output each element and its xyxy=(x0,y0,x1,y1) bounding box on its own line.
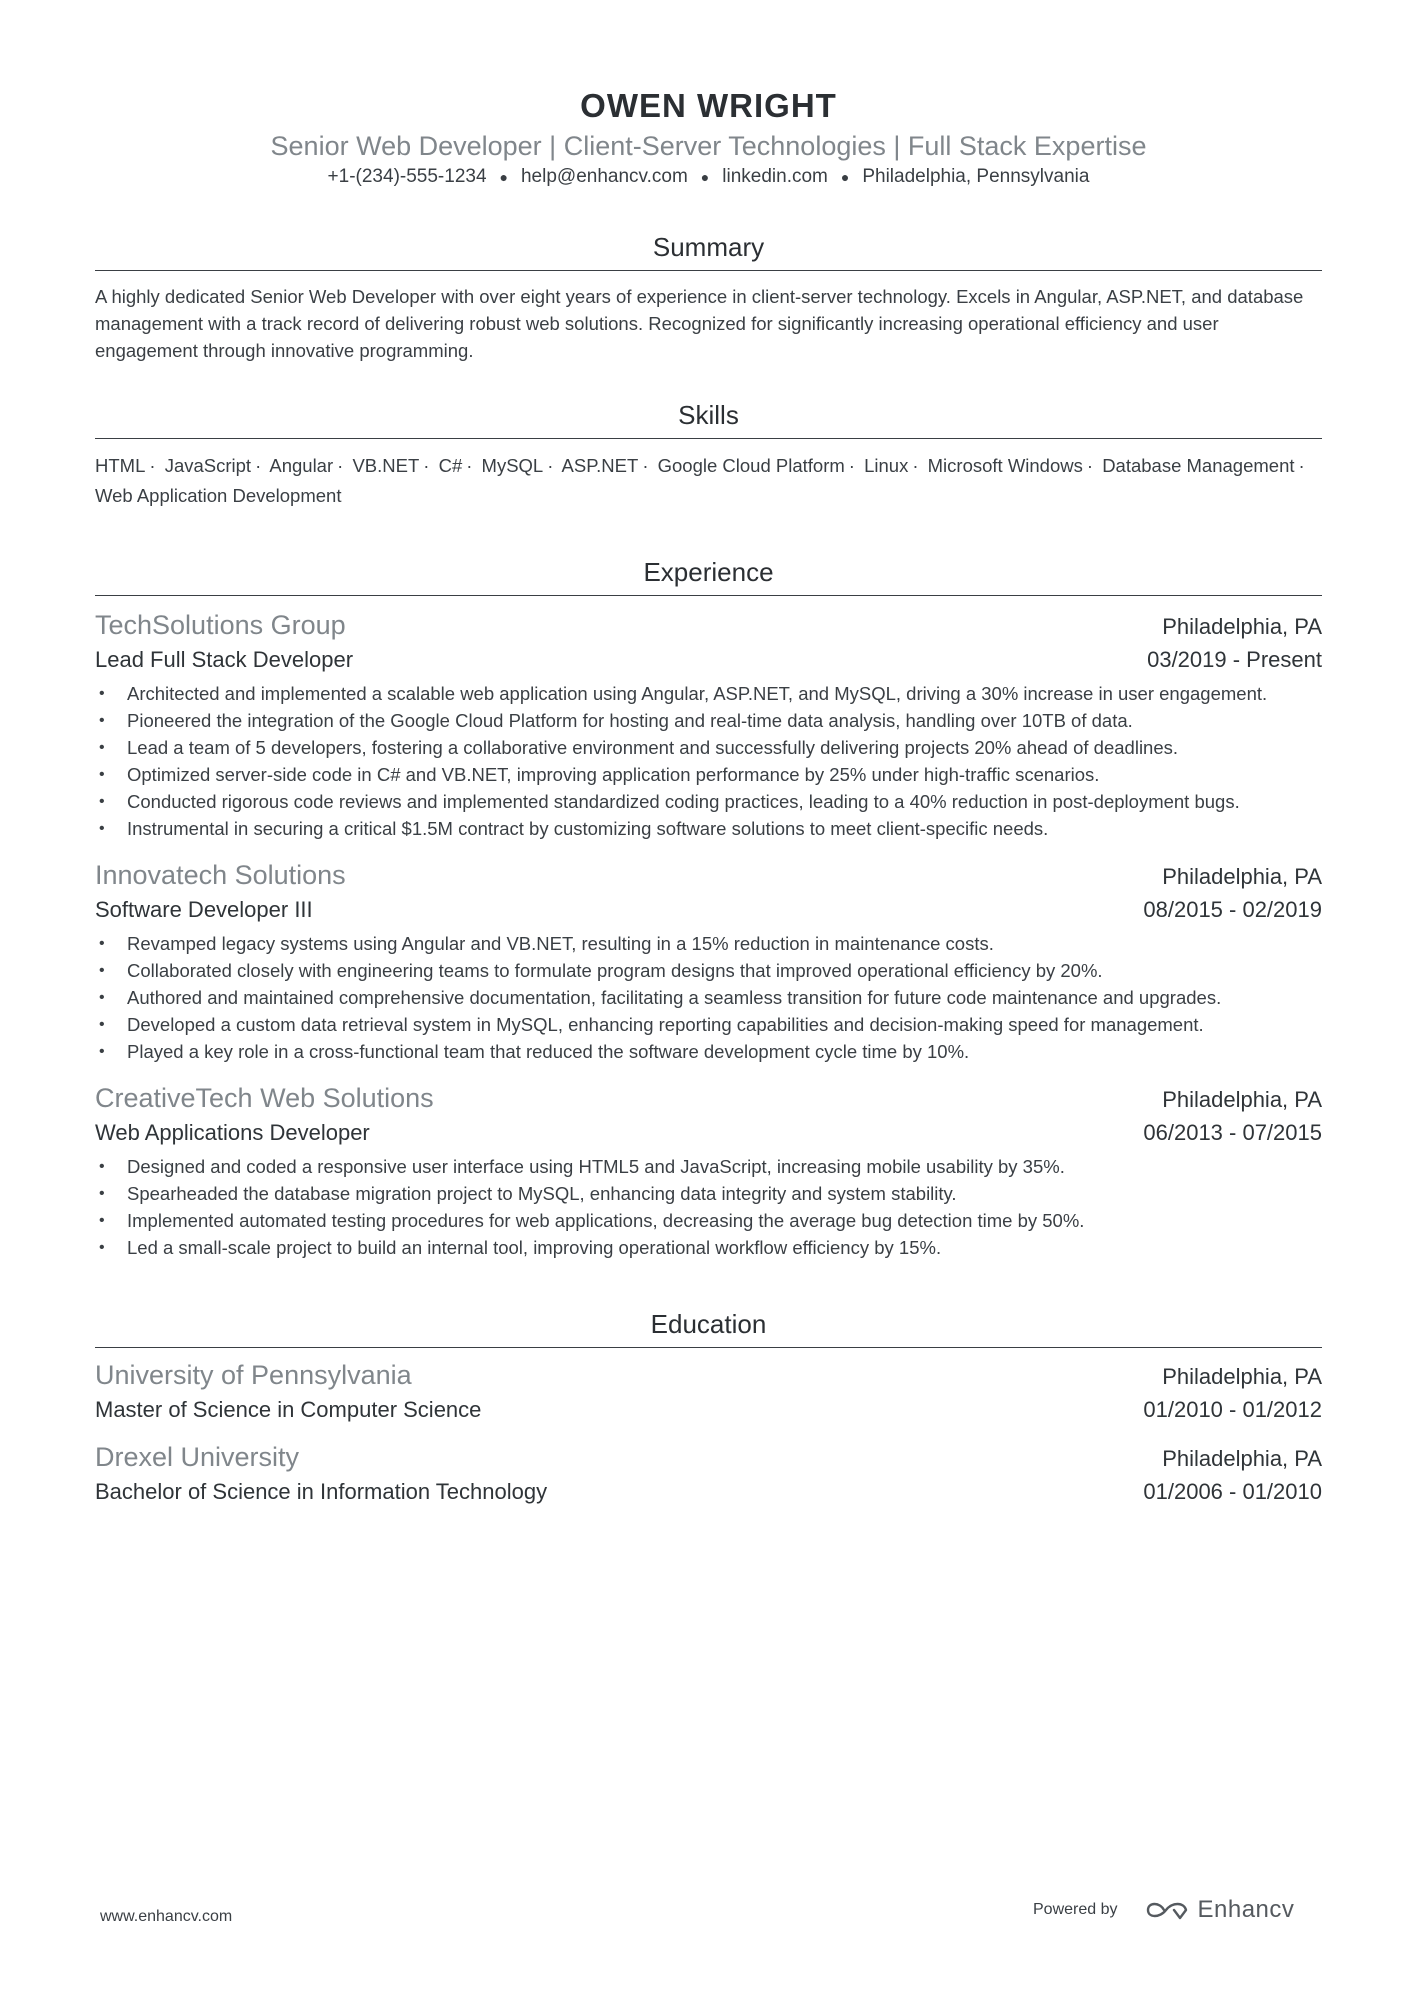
education-header-row xyxy=(95,1358,1322,1394)
bullet-separator: ● xyxy=(700,169,710,185)
skill-item: Web Application Development xyxy=(95,485,342,507)
job-entry xyxy=(95,858,1322,1065)
contact-linkedin[interactable]: linkedin.com xyxy=(722,166,828,188)
job-title: Lead Full Stack Developer xyxy=(95,647,354,673)
skill-item: Database Management xyxy=(1102,455,1295,477)
skills-section xyxy=(95,398,1322,511)
education-degree-row xyxy=(95,1476,1322,1508)
skill-item: HTML xyxy=(95,455,146,477)
section-title-summary: Summary xyxy=(95,230,1322,271)
school-location: Philadelphia, PA xyxy=(1162,1364,1322,1390)
candidate-headline: Senior Web Developer | Client-Server Technologies | Full Stack Expertise xyxy=(270,131,1147,161)
summary-text: A highly dedicated Senior Web Developer with over eight years of experience in client-server technology. Excels in Angular, ASP.NET, and database management with a track record of delivering robust web solutions. Recognized for significantly increasing operational efficiency and user engagement through innovative programming. xyxy=(95,286,1304,362)
brand-name: Enhancv xyxy=(1197,1896,1295,1923)
skill-item: JavaScript xyxy=(164,455,252,477)
skill-separator: · xyxy=(642,455,649,477)
skill-separator: · xyxy=(547,455,554,477)
education-entry xyxy=(95,1358,1322,1426)
skill-separator: · xyxy=(149,455,156,477)
job-entry xyxy=(95,1081,1322,1261)
job-title: Software Developer III xyxy=(95,897,313,923)
job-bullet: • Architected and implemented a scalable web application using Angular, ASP.NET, and MySQL, driving a 30% increase in user engagement. xyxy=(95,680,1322,707)
job-bullet: • Pioneered the integration of the Google Cloud Platform for hosting and real-time data analysis, handling over 10TB of data. xyxy=(95,707,1322,734)
skill-item: Linux xyxy=(864,455,909,477)
school-name: University of Pennsylvania xyxy=(95,1360,412,1391)
school-name: Drexel University xyxy=(95,1442,300,1473)
job-role-row xyxy=(95,1117,1322,1149)
resume-page xyxy=(95,0,1322,1508)
experience-section xyxy=(95,555,1322,1261)
company-name: TechSolutions Group xyxy=(95,610,346,641)
job-role-row xyxy=(95,644,1322,676)
education-degree-row xyxy=(95,1394,1322,1426)
contact-phone[interactable]: +1-(234)-555-1234 xyxy=(327,166,487,188)
job-dates: 08/2015 - 02/2019 xyxy=(1143,897,1322,923)
section-title-skills: Skills xyxy=(95,398,1322,439)
job-bullets xyxy=(95,1153,1322,1261)
job-bullet: • Authored and maintained comprehensive documentation, facilitating a seamless transition for future code maintenance and upgrades. xyxy=(95,984,1322,1011)
bullet-separator: ● xyxy=(840,169,850,185)
job-bullets xyxy=(95,680,1322,842)
skill-separator: · xyxy=(337,455,344,477)
skills-list xyxy=(95,451,1322,511)
skill-item: VB.NET xyxy=(352,455,420,477)
skill-item: C# xyxy=(438,455,463,477)
footer-branding xyxy=(1033,1896,1294,1924)
job-bullet: • Implemented automated testing procedures for web applications, decreasing the average bug detection time by 50%. xyxy=(95,1207,1322,1234)
job-header-row xyxy=(95,858,1322,894)
job-header-row xyxy=(95,608,1322,644)
bullet-separator: ● xyxy=(499,169,508,185)
job-role-row xyxy=(95,894,1322,926)
job-bullet: • Conducted rigorous code reviews and implemented standardized coding practices, leading to a 40% reduction in post-deployment bugs. xyxy=(95,788,1322,815)
footer-website[interactable]: www.enhancv.com xyxy=(100,1908,233,1925)
section-title-experience: Experience xyxy=(95,555,1322,596)
job-location: Philadelphia, PA xyxy=(1162,864,1322,890)
job-header-row xyxy=(95,1081,1322,1117)
job-location: Philadelphia, PA xyxy=(1162,614,1322,640)
skill-separator: · xyxy=(1086,455,1094,477)
education-section xyxy=(95,1307,1322,1508)
job-bullet: • Led a small-scale project to build an internal tool, improving operational workflow efficiency by 15%. xyxy=(95,1234,1322,1261)
powered-by-label: Powered by xyxy=(1033,1901,1118,1918)
contact-email[interactable]: help@enhancv.com xyxy=(520,166,688,188)
enhancv-logo-icon xyxy=(1144,1897,1190,1923)
job-bullet: • Instrumental in securing a critical $1.5M contract by customizing software solutions to meet client-specific needs. xyxy=(95,815,1322,842)
skill-separator: · xyxy=(912,455,919,477)
contact-line xyxy=(95,164,1322,190)
job-location: Philadelphia, PA xyxy=(1162,1087,1322,1113)
job-bullet: • Spearheaded the database migration project to MySQL, enhancing data integrity and system stability. xyxy=(95,1180,1322,1207)
job-title: Web Applications Developer xyxy=(95,1120,370,1146)
skill-separator: · xyxy=(1298,455,1305,477)
skill-item: Microsoft Windows xyxy=(927,455,1083,477)
job-list xyxy=(95,608,1322,1261)
skill-item: Angular xyxy=(269,455,334,477)
skill-item: Google Cloud Platform xyxy=(657,455,845,477)
degree-name: Bachelor of Science in Information Technology xyxy=(95,1479,548,1505)
job-bullet: • Played a key role in a cross-functional team that reduced the software development cycle time by 10%. xyxy=(95,1038,1322,1065)
degree-name: Master of Science in Computer Science xyxy=(95,1397,482,1423)
education-header-row xyxy=(95,1440,1322,1476)
company-name: Innovatech Solutions xyxy=(95,860,346,891)
skill-item: MySQL xyxy=(481,455,544,477)
skill-separator: · xyxy=(255,455,262,477)
job-dates: 03/2019 - Present xyxy=(1147,647,1322,673)
education-dates: 01/2010 - 01/2012 xyxy=(1143,1397,1322,1423)
contact-location: Philadelphia, Pennsylvania xyxy=(862,166,1090,188)
skill-item: ASP.NET xyxy=(561,455,639,477)
job-bullet: • Developed a custom data retrieval system in MySQL, enhancing reporting capabilities and decision-making speed for management. xyxy=(95,1011,1322,1038)
section-title-education: Education xyxy=(95,1307,1322,1348)
job-bullet: • Collaborated closely with engineering teams to formulate program designs that improved operational efficiency by 20%. xyxy=(95,957,1322,984)
resume-header xyxy=(95,0,1322,190)
job-bullet: • Designed and coded a responsive user interface using HTML5 and JavaScript, increasing mobile usability by 35%. xyxy=(95,1153,1322,1180)
skill-separator: · xyxy=(466,455,473,477)
school-list xyxy=(95,1358,1322,1508)
job-dates: 06/2013 - 07/2015 xyxy=(1143,1120,1322,1146)
brand-logo[interactable] xyxy=(1144,1896,1295,1924)
education-entry xyxy=(95,1440,1322,1508)
job-bullet: • Optimized server-side code in C# and VB.NET, improving application performance by 25% under high-traffic scenarios. xyxy=(95,761,1322,788)
job-entry xyxy=(95,608,1322,842)
summary-section xyxy=(95,230,1322,364)
job-bullet: • Lead a team of 5 developers, fostering a collaborative environment and successfully delivering projects 20% ahead of deadlines. xyxy=(95,734,1322,761)
skill-separator: · xyxy=(848,455,855,477)
school-location: Philadelphia, PA xyxy=(1162,1446,1322,1472)
job-bullet: • Revamped legacy systems using Angular and VB.NET, resulting in a 15% reduction in maintenance costs. xyxy=(95,930,1322,957)
education-dates: 01/2006 - 01/2010 xyxy=(1143,1479,1322,1505)
candidate-name: OWEN WRIGHT xyxy=(580,87,837,124)
job-bullets xyxy=(95,930,1322,1065)
company-name: CreativeTech Web Solutions xyxy=(95,1083,434,1114)
skill-separator: · xyxy=(423,455,430,477)
